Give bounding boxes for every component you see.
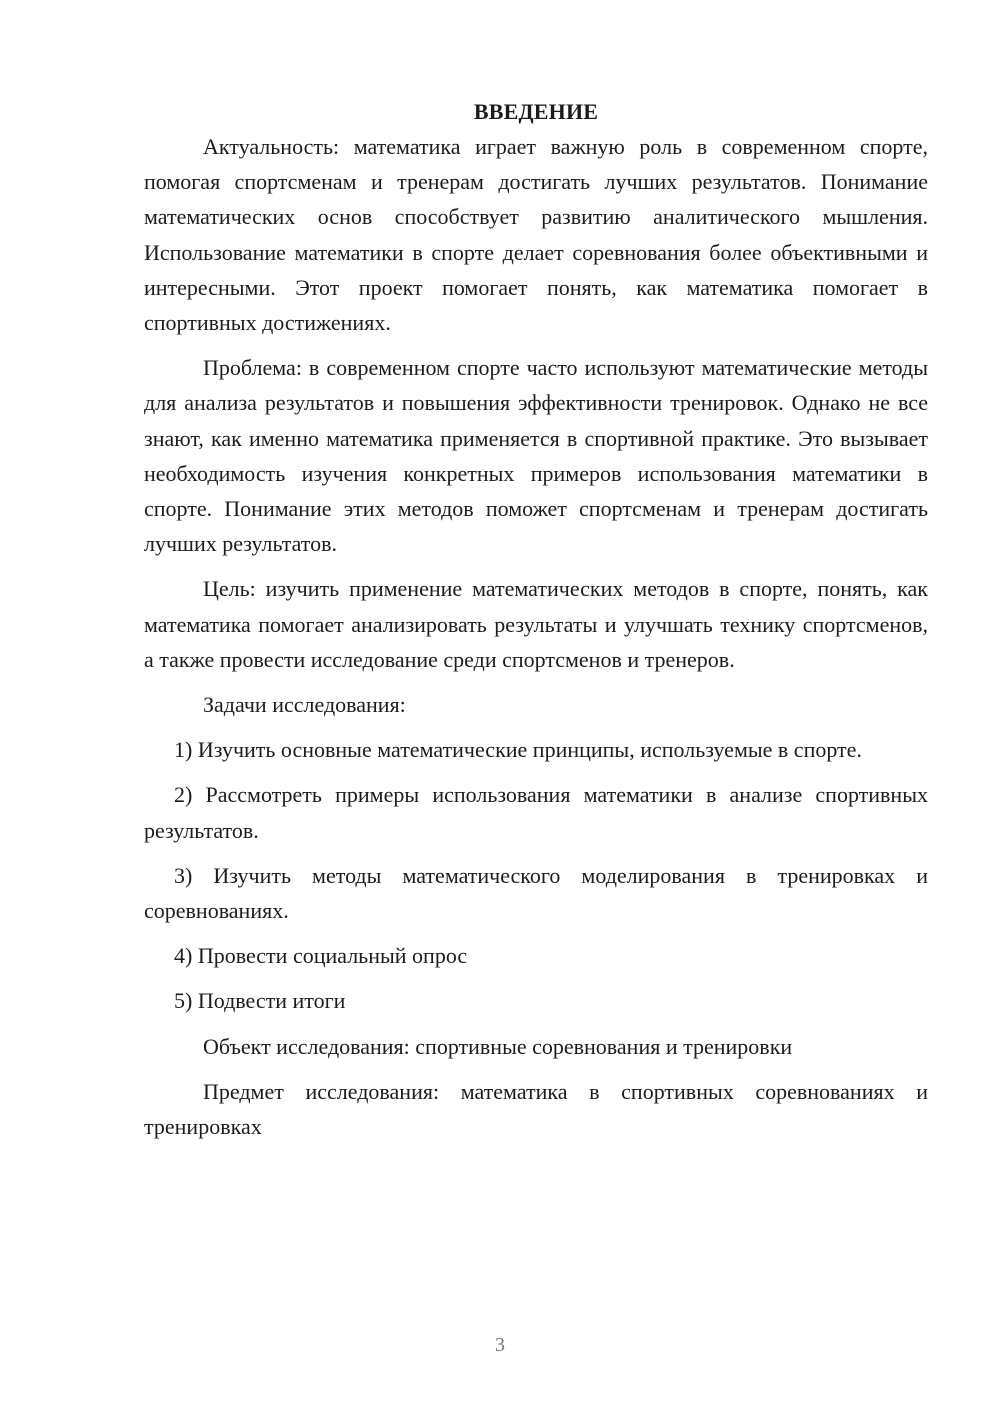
task-item-3: 3) Изучить методы математического моделирования в тренировках и соревнованиях. — [144, 862, 928, 924]
document-page — [144, 92, 928, 1144]
tasks-heading: Задачи исследования: — [203, 692, 406, 718]
page-number: 3 — [495, 1334, 505, 1356]
research-object: Объект исследования: спортивные соревнования и тренировки — [203, 1033, 793, 1059]
research-subject: Предмет исследования: математика в спортивных соревнованиях и тренировках — [144, 1078, 928, 1140]
task-item-1: 1) Изучить основные математические принципы, используемые в спорте. — [174, 737, 862, 763]
goal-paragraph: Цель: изучить применение математических методов в спорте, понять, как математика помогает анализировать результаты и улучшать технику спортсменов, а также провести исследование среди спортсменов и тренеров. — [144, 576, 928, 672]
task-item-2: 2) Рассмотреть примеры использования математики в анализе спортивных результатов. — [144, 782, 928, 843]
page-title: ВВЕДЕНИЕ — [473, 99, 599, 124]
problem-paragraph: Проблема: в современном спорте часто используют математические методы для анализа результатов и повышения эффективности тренировок. Однако не все знают, как именно математика применяется в спортивной практике. Это вызывает необходимость изучения конкретных примеров использования математики в спорте. Понимание этих методов поможет спортсменам и тренерам достигать лучших результатов. — [144, 355, 928, 557]
relevance-paragraph: Актуальность: математика играет важную роль в современном спорте, помогая спортсменам и тренерам достигать лучших результатов. Понимание математических основ способствует развитию аналитического мышления. Использование математики в спорте делает соревнования более объективными и интересными. Этот проект помогает понять, как математика помогает в спортивных достижениях. — [144, 134, 928, 336]
task-item-5: 5) Подвести итоги — [174, 988, 346, 1014]
task-item-4: 4) Провести социальный опрос — [174, 943, 468, 969]
